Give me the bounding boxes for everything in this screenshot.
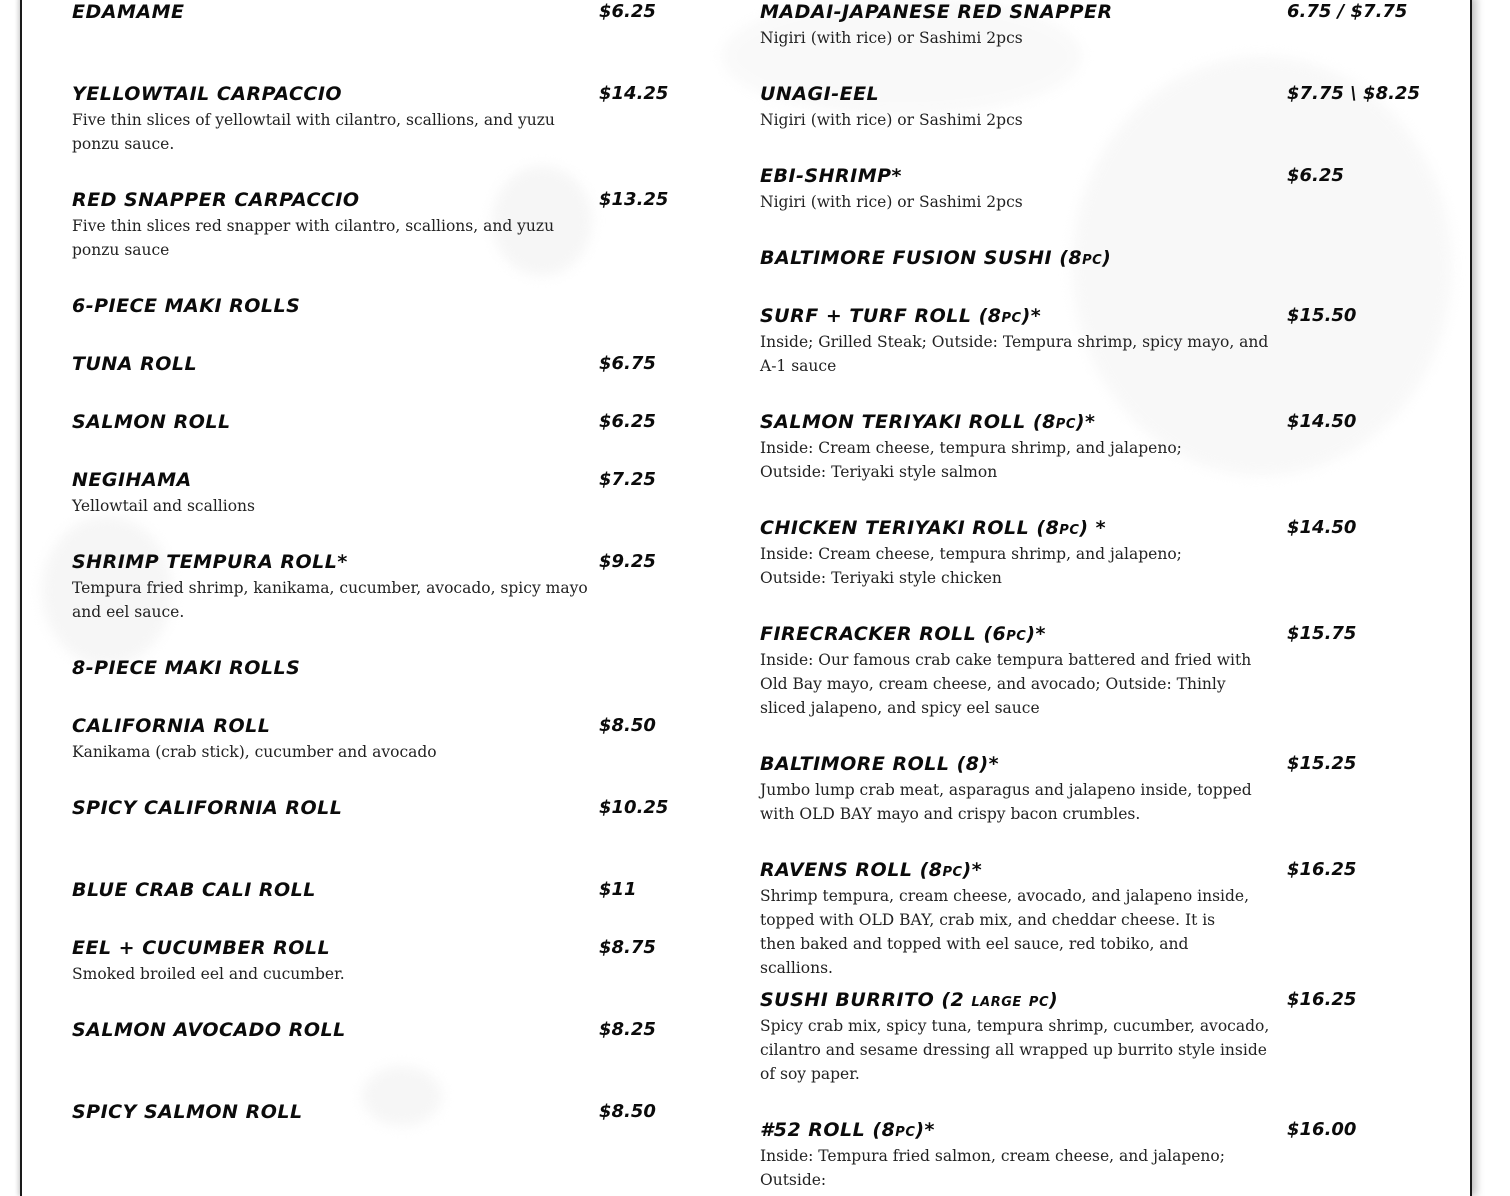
menu-page	[20, 0, 1472, 1196]
item-price: $15.25	[1287, 753, 1357, 774]
item-price: $11	[599, 879, 637, 900]
menu-item	[72, 714, 672, 764]
item-description: Tempura fried shrimp, kanikama, cucumber, avocado, spicy mayo and eel sauce.	[72, 579, 588, 621]
item-price: $6.75	[599, 353, 656, 374]
item-name-text: SUSHI BURRITO (2	[760, 989, 965, 1011]
item-description: Shrimp tempura, cream cheese, avocado, and jalapeno inside, topped with OLD BAY, crab mix, and cheddar cheese. It is then baked and topped with eel sauce, red tobiko, and scallions.	[760, 887, 1250, 977]
item-name: BALTIMORE ROLL (8)*	[760, 753, 1000, 775]
menu-item	[72, 936, 672, 986]
item-price: $13.25	[599, 189, 669, 210]
menu-item	[760, 988, 1440, 1086]
item-price: $8.50	[599, 715, 656, 736]
item-name: YELLOWTAIL CARPACCIO	[72, 83, 343, 105]
item-price: $15.75	[1287, 623, 1357, 644]
menu-item	[72, 796, 672, 820]
menu-item	[760, 1118, 1440, 1192]
item-name-text: RAVENS ROLL	[760, 859, 913, 881]
item-name-suffix: (6pc)*	[983, 623, 1046, 645]
item-description: Spicy crab mix, spicy tuna, tempura shrimp, cucumber, avocado, cilantro and sesame dressing all wrapped up burrito style inside of soy paper.	[760, 1017, 1270, 1083]
item-name: SPICY CALIFORNIA ROLL	[72, 797, 343, 819]
menu-item	[72, 0, 672, 24]
item-description: Inside: Our famous crab cake tempura battered and fried with Old Bay mayo, cream cheese, and avocado; Outside: Thinly sliced jalapeno, and spicy eel sauce	[760, 651, 1252, 717]
item-name: SALMON ROLL	[72, 411, 231, 433]
menu-item	[760, 752, 1440, 826]
item-description: Five thin slices red snapper with cilantro, scallions, and yuzu ponzu sauce	[72, 217, 555, 259]
item-name: EBI-SHRIMP*	[760, 165, 902, 187]
item-name: NEGIHAMA	[72, 469, 192, 491]
menu-item	[72, 550, 672, 624]
item-name: SALMON AVOCADO ROLL	[72, 1019, 346, 1041]
section-heading	[760, 246, 1440, 270]
item-name-text: FIRECRACKER ROLL	[760, 623, 977, 645]
section-title-text: BALTIMORE FUSION SUSHI	[760, 247, 1053, 269]
item-name: CALIFORNIA ROLL	[72, 715, 271, 737]
item-price: $7.75 \ $8.25	[1287, 83, 1420, 104]
item-name: UNAGI-EEL	[760, 83, 880, 105]
item-price: $15.50	[1287, 305, 1357, 326]
item-description: Inside: Cream cheese, tempura shrimp, and jalapeno; Outside: Teriyaki style chicken	[760, 545, 1182, 587]
menu-item	[72, 1100, 672, 1124]
item-name: TUNA ROLL	[72, 353, 198, 375]
section-title: 8-PIECE MAKI ROLLS	[72, 657, 301, 679]
item-price: 6.75 / $7.75	[1287, 1, 1408, 22]
item-description: Nigiri (with rice) or Sashimi 2pcs	[760, 29, 1023, 47]
item-price: $16.00	[1287, 1119, 1357, 1140]
item-name-text: SURF + TURF ROLL	[760, 305, 972, 327]
item-price: $14.50	[1287, 411, 1357, 432]
item-description: Yellowtail and scallions	[72, 497, 255, 515]
item-name-suffix: (8pc)*	[872, 1119, 935, 1141]
item-name: EEL + CUCUMBER ROLL	[72, 937, 331, 959]
item-name-suffix: (8pc)*	[919, 859, 983, 881]
menu-item	[760, 622, 1440, 720]
menu-item	[72, 82, 672, 156]
item-name-suffix: (8pc) *	[1036, 517, 1107, 539]
menu-item	[760, 858, 1440, 980]
menu-item	[760, 82, 1440, 132]
item-price: $9.25	[599, 551, 656, 572]
item-name-text: #52 ROLL	[760, 1119, 866, 1141]
section-title	[760, 246, 1440, 270]
item-price: $14.50	[1287, 517, 1357, 538]
item-name: MADAI-JAPANESE RED SNAPPER	[760, 1, 1113, 23]
item-price: $8.50	[599, 1101, 656, 1122]
menu-item	[72, 352, 672, 376]
menu-item	[760, 304, 1440, 378]
item-name: SPICY SALMON ROLL	[72, 1101, 303, 1123]
menu-item	[760, 516, 1440, 590]
item-name: EDAMAME	[72, 1, 185, 23]
item-price: $6.25	[1287, 165, 1344, 186]
item-description: Inside: Tempura fried salmon, cream cheese, and jalapeno; Outside:	[760, 1147, 1225, 1189]
item-name: BLUE CRAB CALI ROLL	[72, 879, 316, 901]
item-name-suffix: large pc)	[971, 989, 1059, 1011]
item-name: RED SNAPPER CARPACCIO	[72, 189, 360, 211]
item-description: Five thin slices of yellowtail with cilantro, scallions, and yuzu ponzu sauce.	[72, 111, 555, 153]
item-price: $6.25	[599, 411, 656, 432]
item-price: $10.25	[599, 797, 669, 818]
item-name-suffix: (8pc)*	[1032, 411, 1096, 433]
menu-item	[72, 878, 672, 902]
item-description: Inside: Cream cheese, tempura shrimp, and jalapeno; Outside: Teriyaki style salmon	[760, 439, 1182, 481]
item-description: Inside; Grilled Steak; Outside: Tempura shrimp, spicy mayo, and A-1 sauce	[760, 333, 1269, 375]
item-description: Smoked broiled eel and cucumber.	[72, 965, 345, 983]
section-title-suffix: (8pc)	[1059, 247, 1112, 269]
item-description: Jumbo lump crab meat, asparagus and jalapeno inside, topped with OLD BAY mayo and crispy bacon crumbles.	[760, 781, 1252, 823]
menu-item	[72, 410, 672, 434]
item-price: $8.75	[599, 937, 656, 958]
item-description: Kanikama (crab stick), cucumber and avocado	[72, 743, 437, 761]
item-price: $8.25	[599, 1019, 656, 1040]
item-description: Nigiri (with rice) or Sashimi 2pcs	[760, 193, 1023, 211]
menu-item	[760, 0, 1440, 50]
menu-item	[72, 1018, 672, 1042]
item-price: $16.25	[1287, 989, 1357, 1010]
section-title: 6-PIECE MAKI ROLLS	[72, 295, 301, 317]
item-name-text: SALMON TERIYAKI ROLL	[760, 411, 1026, 433]
item-price: $7.25	[599, 469, 656, 490]
menu-item	[760, 164, 1440, 214]
item-name: SHRIMP TEMPURA ROLL*	[72, 551, 348, 573]
section-heading	[72, 294, 672, 318]
menu-item	[72, 188, 672, 262]
item-price: $16.25	[1287, 859, 1357, 880]
item-description: Nigiri (with rice) or Sashimi 2pcs	[760, 111, 1023, 129]
menu-item	[760, 410, 1440, 484]
item-name-suffix: (8pc)*	[978, 305, 1042, 327]
item-name-text: CHICKEN TERIYAKI ROLL	[760, 517, 1030, 539]
menu-item	[72, 468, 672, 518]
section-heading	[72, 656, 672, 680]
item-price: $14.25	[599, 83, 669, 104]
item-price: $6.25	[599, 1, 656, 22]
